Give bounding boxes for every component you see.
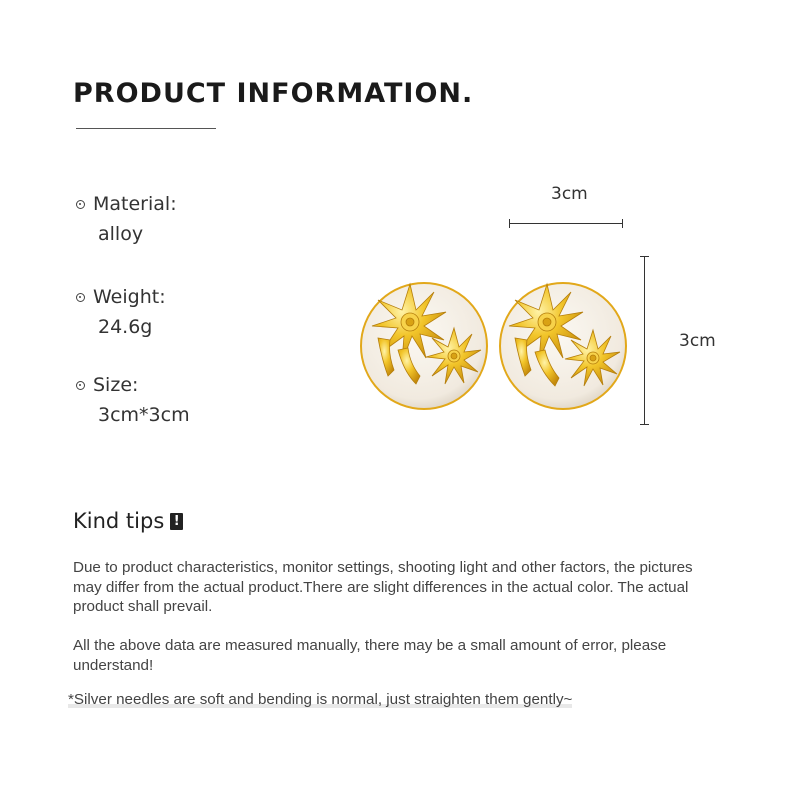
bullet-icon — [76, 200, 85, 209]
earring-left-image — [358, 280, 490, 412]
title-divider — [76, 128, 216, 129]
height-dimension-line — [644, 256, 645, 425]
kind-tips-title: Kind tips — [73, 509, 165, 533]
needles-note: *Silver needles are soft and bending is normal, just straighten them gently~ — [68, 691, 573, 708]
spec-value: 3cm*3cm — [98, 404, 190, 426]
kind-tips-heading — [73, 509, 183, 533]
spec-value: alloy — [98, 223, 144, 245]
tips-paragraph-needles — [68, 690, 728, 710]
page-title: PRODUCT INFORMATION. — [73, 78, 474, 109]
bullet-icon — [76, 293, 85, 302]
earring-right-image — [497, 280, 629, 412]
bullet-icon — [76, 381, 85, 390]
width-dimension-label: 3cm — [551, 184, 588, 204]
height-dimension-label: 3cm — [679, 331, 716, 351]
width-dimension-line — [509, 223, 623, 224]
spec-label: Size: — [93, 374, 139, 396]
spec-size — [76, 374, 190, 426]
spec-value: 24.6g — [98, 316, 153, 338]
spec-label: Weight: — [93, 286, 166, 308]
spec-material — [76, 193, 177, 245]
tips-paragraph-measurement: All the above data are measured manually, there may be a small amount of error, please understand! — [73, 637, 667, 674]
spec-label: Material: — [93, 193, 177, 215]
exclamation-icon: ! — [170, 513, 183, 530]
spec-weight — [76, 286, 166, 338]
tips-paragraph-color: Due to product characteristics, monitor settings, shooting light and other factors, the pictures may differ from the actual product.There are slight differences in the actual color. The actual product shall prevail. — [73, 559, 693, 615]
